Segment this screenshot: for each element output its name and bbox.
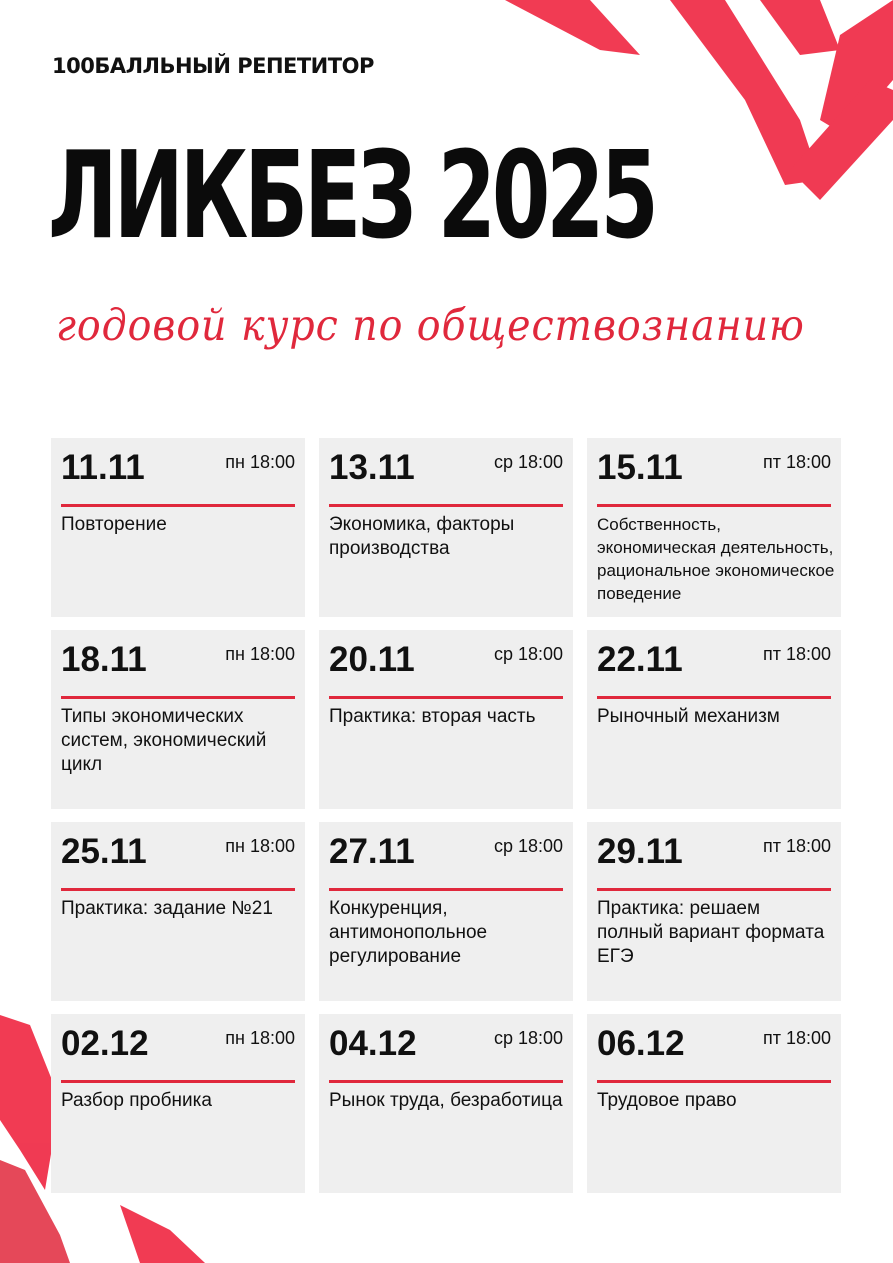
lesson-topic: Рынок труда, безработица bbox=[329, 1090, 563, 1111]
card-divider bbox=[329, 504, 563, 507]
lesson-time: пт 18:00 bbox=[762, 836, 831, 856]
lesson-topic: Типы экономических систем, экономический цикл bbox=[61, 706, 267, 775]
brush-stroke-bottom-2 bbox=[120, 1205, 205, 1263]
brand-logo: 100БАЛЛЬНЫЙ РЕПЕТИТОР bbox=[52, 54, 374, 78]
lesson-topic: Повторение bbox=[61, 514, 167, 535]
lesson-date: 29.11 bbox=[597, 832, 683, 871]
lesson-topic: Разбор пробника bbox=[61, 1090, 212, 1111]
lesson-date: 04.12 bbox=[329, 1024, 417, 1063]
lesson-date: 27.11 bbox=[329, 832, 415, 871]
page-subtitle: годовой курс по обществознанию bbox=[56, 301, 805, 351]
lesson-topic: Рыночный механизм bbox=[597, 706, 780, 727]
card-divider bbox=[61, 1080, 295, 1083]
lesson-date: 22.11 bbox=[597, 640, 683, 679]
brush-stroke-top-2 bbox=[670, 0, 820, 185]
lesson-date: 02.12 bbox=[61, 1024, 149, 1063]
brush-stroke-top-5 bbox=[790, 80, 893, 200]
page-title: ЛИКБЕЗ 2025 bbox=[48, 127, 655, 266]
brush-stroke-top-4 bbox=[820, 0, 893, 135]
card-divider bbox=[329, 888, 563, 891]
lesson-time: пт 18:00 bbox=[762, 644, 831, 664]
card-divider bbox=[597, 1080, 831, 1083]
lesson-time: ср 18:00 bbox=[493, 836, 563, 856]
card-divider bbox=[329, 696, 563, 699]
card-divider bbox=[61, 888, 295, 891]
lesson-time: пт 18:00 bbox=[762, 1028, 831, 1048]
lesson-time: пт 18:00 bbox=[762, 452, 831, 472]
lesson-date: 11.11 bbox=[61, 448, 145, 487]
lesson-topic: Практика: решаем полный вариант формата ЕГЭ bbox=[597, 898, 825, 967]
card-divider bbox=[597, 888, 831, 891]
card-divider bbox=[61, 696, 295, 699]
lesson-date: 13.11 bbox=[329, 448, 415, 487]
lesson-card bbox=[51, 822, 305, 1001]
lesson-card bbox=[587, 438, 841, 617]
lesson-time: ср 18:00 bbox=[493, 452, 563, 472]
lesson-card bbox=[319, 822, 573, 1001]
lesson-topic: Конкуренция, антимонопольное регулирование bbox=[329, 898, 488, 967]
lesson-time: ср 18:00 bbox=[493, 644, 563, 664]
lesson-time: ср 18:00 bbox=[493, 1028, 563, 1048]
schedule-grid bbox=[51, 438, 842, 1193]
lesson-date: 18.11 bbox=[61, 640, 147, 679]
lesson-time: пн 18:00 bbox=[225, 452, 295, 472]
lesson-card bbox=[587, 1014, 841, 1193]
card-divider bbox=[597, 696, 831, 699]
lesson-topic: Собственность, экономическая деятельность, рациональное экономическое поведение bbox=[597, 515, 835, 603]
lesson-date: 15.11 bbox=[597, 448, 683, 487]
lesson-card bbox=[319, 438, 573, 617]
card-divider bbox=[329, 1080, 563, 1083]
lesson-card bbox=[319, 1014, 573, 1193]
lesson-date: 06.12 bbox=[597, 1024, 685, 1063]
lesson-topic: Трудовое право bbox=[597, 1090, 737, 1111]
brush-stroke-top-3 bbox=[760, 0, 840, 55]
lesson-topic: Экономика, факторы производства bbox=[329, 514, 515, 559]
lesson-card bbox=[51, 1014, 305, 1193]
lesson-topic: Практика: вторая часть bbox=[329, 706, 536, 727]
lesson-topic: Практика: задание №21 bbox=[61, 898, 273, 919]
brush-stroke-top-1 bbox=[505, 0, 640, 55]
lesson-time: пн 18:00 bbox=[225, 836, 295, 856]
card-divider bbox=[61, 504, 295, 507]
card-divider bbox=[597, 504, 831, 507]
lesson-card bbox=[587, 822, 841, 1001]
lesson-card bbox=[51, 438, 305, 617]
lesson-date: 20.11 bbox=[329, 640, 415, 679]
lesson-card bbox=[587, 630, 841, 809]
lesson-card bbox=[319, 630, 573, 809]
lesson-date: 25.11 bbox=[61, 832, 147, 871]
lesson-time: пн 18:00 bbox=[225, 1028, 295, 1048]
lesson-card bbox=[51, 630, 305, 809]
lesson-time: пн 18:00 bbox=[225, 644, 295, 664]
